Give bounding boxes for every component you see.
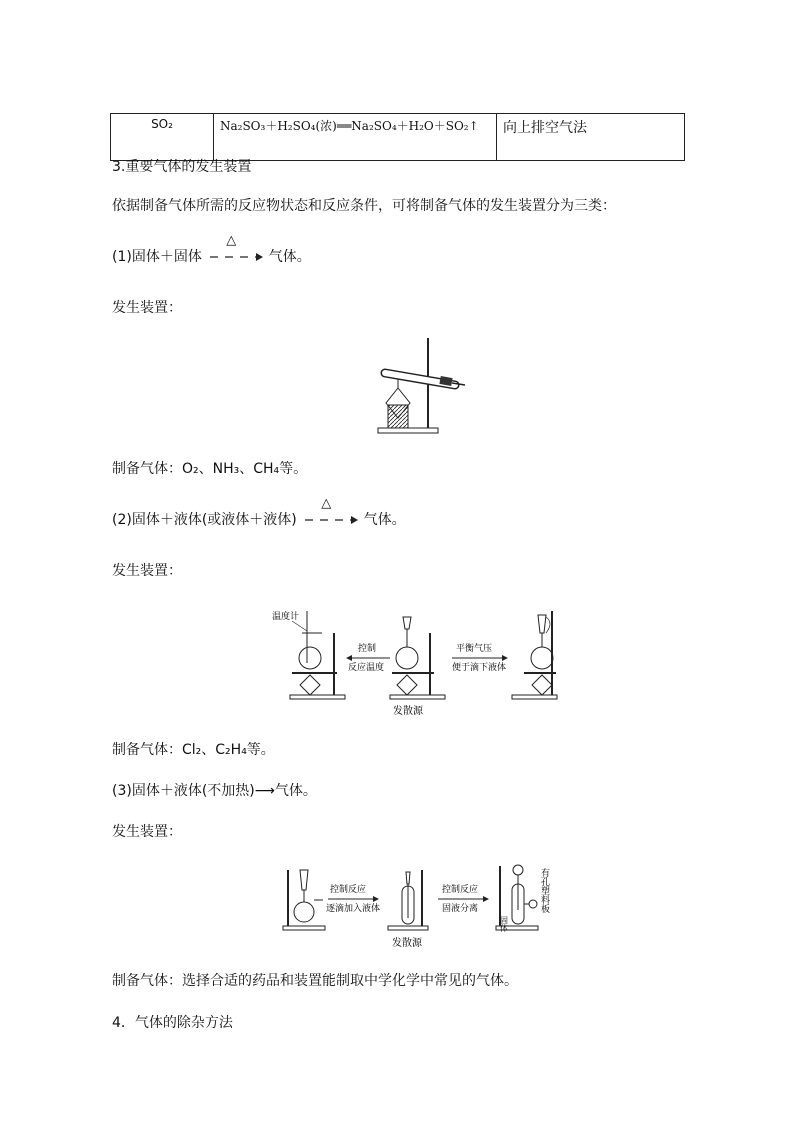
arrow2-bottom-label: 固液分离: [442, 904, 479, 914]
arrow1-top-label: 控制反应: [330, 885, 367, 895]
heat-condition: △: [226, 233, 237, 248]
figure2-caption: 发散源: [393, 706, 423, 717]
dropping-funnel-apparatus: [283, 870, 325, 930]
section3-heading: 3.重要气体的发生装置: [112, 159, 252, 175]
thermometer-label: 温度计: [272, 612, 300, 622]
case2-gases: 制备气体：Cl₂、C₂H₄等。: [112, 742, 275, 758]
arrow1-bottom-label: 反应温度: [348, 663, 385, 673]
case2-title-prefix: (2)固体＋液体(或液体＋液体): [112, 512, 297, 528]
case1-title-prefix: (1)固体＋固体: [112, 249, 202, 265]
intro-paragraph: 依据制备气体所需的反应物状态和反应条件，可将制备气体的发生装置分为三类：: [112, 198, 616, 214]
plate-label: 有孔塑料板: [539, 868, 549, 913]
table-row: [111, 114, 685, 161]
table-cell-equation: Na₂SO₃＋H₂SO₄(浓)══Na₂SO₄＋H₂O＋SO₂↑: [214, 114, 497, 161]
solid-label: 固体: [499, 916, 509, 932]
arrow1-bottom-label: 逐滴加入液体: [326, 904, 381, 914]
apparatus-with-thermometer: [290, 611, 345, 699]
perforated-plate-apparatus: [496, 865, 550, 933]
test-tube-apparatus: [388, 870, 428, 930]
solid-heating-apparatus-figure: [370, 333, 470, 438]
arrow2-top-label: 控制反应: [442, 885, 479, 895]
case1-title: [112, 233, 311, 266]
case1-title-suffix: 气体。: [268, 249, 311, 265]
case3-device-label: 发生装置：: [112, 824, 182, 840]
case3-title: (3)固体＋液体(不加热)⟶气体。: [112, 783, 317, 799]
gas-preparation-table: [110, 113, 685, 161]
solid-liquid-no-heat-figure: [278, 860, 568, 950]
heating-arrow: [301, 496, 359, 529]
arrow2-bottom-label: 便于滴下液体: [452, 663, 507, 673]
pressure-balance-apparatus: [512, 611, 557, 699]
arrow2-top-label: 平衡气压: [456, 644, 493, 654]
case2-device-label: 发生装置：: [112, 563, 182, 579]
table-cell-collection-method: 向上排空气法: [497, 114, 685, 161]
case2-title: [112, 496, 406, 529]
dashed-arrow-icon: [206, 248, 264, 266]
dashed-arrow-icon: [301, 511, 359, 529]
table-cell-gas: SO₂: [111, 114, 214, 161]
case1-gases: 制备气体：O₂、NH₃、CH₄等。: [112, 461, 308, 477]
figure3-caption: 发散源: [392, 938, 422, 949]
case1-device-label: 发生装置：: [112, 300, 182, 316]
case2-title-suffix: 气体。: [363, 512, 406, 528]
case3-gases: 制备气体：选择合适的药品和装置能制取中学化学中常见的气体。: [112, 973, 518, 989]
heating-arrow: [206, 233, 264, 266]
heat-condition: △: [321, 496, 332, 511]
center-apparatus: [390, 617, 445, 699]
section4-heading: 4．气体的除杂方法: [112, 1015, 233, 1031]
solid-liquid-heating-figure: [262, 603, 562, 718]
arrow1-top-label: 控制: [358, 644, 377, 654]
